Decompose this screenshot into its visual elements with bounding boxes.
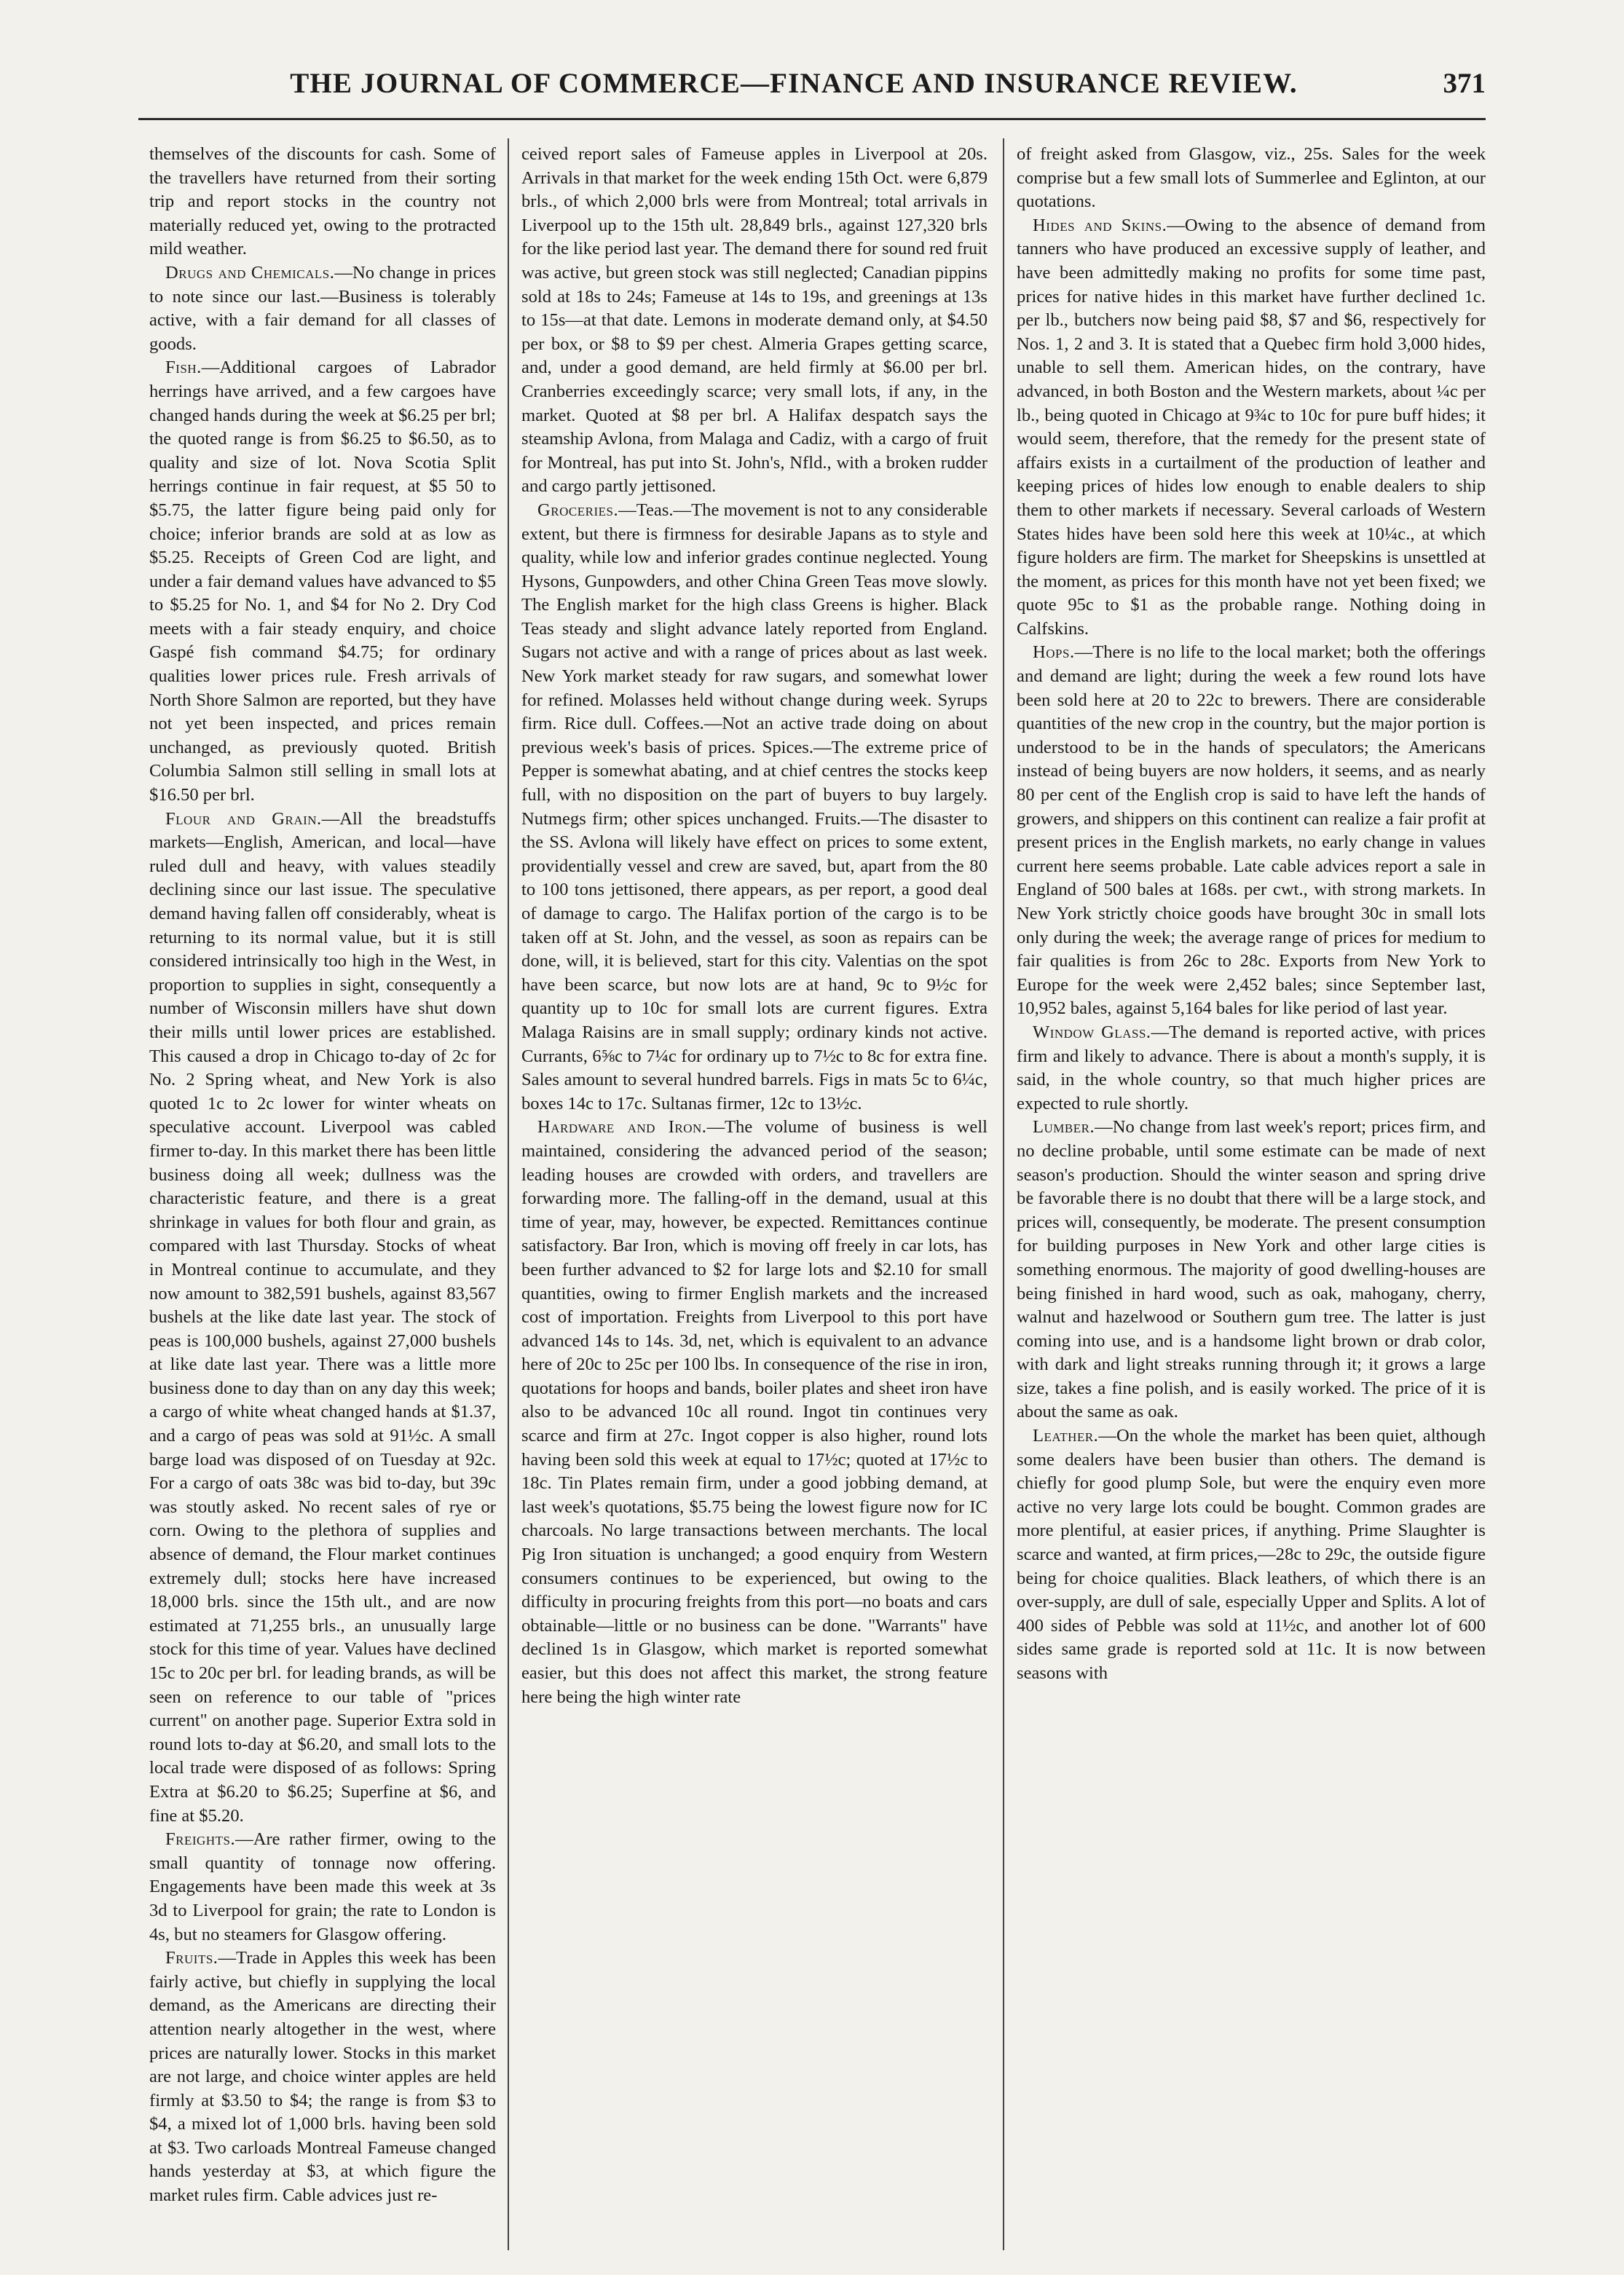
paragraph-text: —Are rather firmer, owing to the small quantity of tonnage now offering. Engagements have been made this week at 3s 3d to Liverpool for grain; the rate to London is 4s, but no steamers for Glasgow offering. (149, 1829, 496, 1944)
article-paragraph (1017, 143, 1486, 214)
column-rule (508, 138, 509, 2250)
article-paragraph (1017, 214, 1486, 642)
paragraph-text: —Owing to the absence of demand from tanners who have produced an excessive supply of leather, and have been admittedly making no profits for some time past, prices for native hides in this market have further declined 1c. per lb., butchers now being paid $8, $7 and $6, respectively for Nos. 1, 2 and 3. It is stated that a Quebec firm hold 3,000 hides, unable to sell them. American hides, on the contrary, have advanced, in both Boston and the Western markets, about ¼c per lb., being quoted in Chicago at 9¾c to 10c for pure buff hides; it would seem, therefore, that the remedy for the present state of affairs exists in a curtailment of the production of leather and keeping prices of hides low enough to enable dealers to ship them to other markets if necessary. Several carloads of Western States hides have been sold here this week at 10¼c., at which figure holders are firm. The market for Sheepskins is unsettled at the moment, as prices for this month have not yet been fixed; we quote 95c to $1 as the probable range. Nothing doing in Calfskins. (1017, 215, 1486, 639)
section-heading: Freights. (165, 1829, 236, 1850)
article-paragraph (1017, 1424, 1486, 1686)
article-paragraph (149, 143, 496, 261)
paragraph-text: themselves of the discounts for cash. Some of the travellers have returned from their sorting trip and report stocks in the country not materially reduced yet, owing to the protracted mild weather. (149, 144, 496, 259)
paragraph-text: —The demand is reported active, with prices firm and likely to advance. There is about a month's supply, it is said, in the whole country, so that much higher prices are expected to rule shortly. (1017, 1022, 1486, 1113)
paragraph-text: —Teas.—The movement is not to any considerable extent, but there is firmness for desirable Japans as to style and quality, while low and inferior grades continue neglected. Young Hysons, Gunpowders, and other China Green Teas move slowly. The English market for the high class Greens is higher. Black Teas steady and slight advance lately reported from England. Sugars not active and with a range of prices about as last week. New York market steady for raw sugars, and somewhat lower for refined. Molasses held without change during week. Syrups firm. Rice dull. Coffees.—Not an active trade doing on about previous week's basis of prices. Spices.—The extreme price of Pepper is somewhat abating, and at chief centres the stocks keep full, with no disposition on the part of buyers to buy largely. Nutmegs firm; other spices unchanged. Fruits.—The disaster to the SS. Avlona will likely have effect on prices to some extent, providentially vessel and crew are saved, but, apart from the 80 to 100 tons jettisoned, there appears, as per report, a good deal of damage to cargo. The Halifax portion of the cargo is to be taken off at St. John, and the vessel, as soon as repairs can be done, will, it is believed, start for this city. Valentias on the spot have been scarce, but now lots are at hand, 9c to 9½c for quantity up to 10c for small lots are current figures. Extra Malaga Raisins are in small supply; ordinary kinds not active. Currants, 6⅝c to 7¼c for ordinary up to 7½c to 8c for extra fine. Sales amount to several hundred barrels. Figs in mats 5c to 6¼c, boxes 14c to 17c. Sultanas firmer, 12c to 13½c. (521, 500, 988, 1113)
section-heading: Lumber. (1033, 1117, 1095, 1138)
section-heading: Fruits. (165, 1948, 218, 1968)
paragraph-text: —All the breadstuffs markets—English, American, and local—have ruled dull and heavy, with values steadily declining since our last issue. The speculative demand having fallen off considerably, wheat is returning to its normal value, but it is still considered intrinsically too high in the West, in proportion to supplies in sight, consequently a number of Wisconsin millers have shut down their mills until lower prices are established. This caused a drop in Chicago to-day of 2c for No. 2 Spring wheat, and New York is also quoted 1c to 2c lower for winter wheats on speculative account. Liverpool was cabled firmer to-day. In this market there has been little business doing all week; dullness was the characteristic feature, and there is a great shrinkage in values for both flour and grain, as compared with last Thursday. Stocks of wheat in Montreal continue to accumulate, and they now amount to 382,591 bushels, against 83,567 bushels at the like date last year. The stock of peas is 100,000 bushels, against 27,000 bushels at like date last year. There was a little more business done to day than on any day this week; a cargo of white wheat changed hands at $1.37, and a cargo of peas was sold at 91½c. A small barge load was disposed of on Tuesday at 92c. For a cargo of oats 38c was bid to-day, but 39c was stoutly asked. No recent sales of rye or corn. Owing to the plethora of supplies and absence of demand, the Flour market continues extremely dull; stocks here have increased 18,000 brls. since the 15th ult., and are now estimated at 71,255 brls., an unusually large stock for this time of year. Values have declined 15c to 20c per brl. for leading brands, as will be seen on reference to our table of "prices current" on another page. Superior Extra sold in round lots to-day at $6.20, and small lots to the local trade were disposed of as follows: Spring Extra at $6.20 to $6.25; Superfine at $6, and fine at $5.20. (149, 808, 496, 1826)
section-heading: Hardware and Iron. (537, 1117, 707, 1138)
section-heading: Window Glass. (1033, 1022, 1151, 1042)
article-paragraph (149, 808, 496, 1829)
paragraph-text: —No change in prices to note since our last.—Business is tolerably active, with a fair demand for all classes of goods. (149, 262, 496, 354)
section-heading: Leather. (1033, 1426, 1099, 1446)
paragraph-text: —There is no life to the local market; both the offerings and demand are light; during the week a few round lots have been sold here at 20 to 22c to brewers. There are considerable quantities of the new crop in the country, but the major portion is understood to be in the hands of speculators; the Americans instead of being buyers are now holders, it seems, and as nearly 80 per cent of the English crop is said to have left the hands of growers, and shippers on this continent can realize a fair profit at present prices in the English markets, no early change in values current here seems probable. Late cable advices report a sale in England of 500 bales at 168s. per cwt., with strong markets. In New York strictly choice goods have brought 30c in small lots only during the week; the average range of prices for medium to fair qualities is from 26c to 28c. Exports from New York to Europe for the week were 2,452 bales; since September last, 10,952 bales, against 5,164 bales for like period of last year. (1017, 642, 1486, 1019)
paragraph-text: —No change from last week's report; prices firm, and no decline probable, until some estimate can be made of next season's production. Should the winter season and spring drive be favorable there is no doubt that there will be a large stock, and prices will, consequently, be moderate. The present consumption for building purposes in New York and other large cities is something enormous. The majority of good dwelling-houses are being finished in hard wood, such as oak, mahogany, cherry, walnut and hazelwood or Southern gum tree. The latter is just coming into use, and is a handsome light brown or drab color, with dark and light streaks running through it; it grows a large size, takes a fine polish, and is easily worked. The price of it is about the same as oak. (1017, 1117, 1486, 1422)
paragraph-text: —On the whole the market has been quiet, although some dealers have been busier than others. The demand is chiefly for good plump Sole, but were the enquiry even more active no very large lots could be bought. Common grades are more plentiful, at easier prices, if anything. Prime Slaughter is scarce and wanted, at firm prices,—28c to 29c, the outside figure being for choice qualities. Black leathers, of which there is an over-supply, are dull of sale, especially Upper and Splits. A lot of 400 sides of Pebble was sold at 11½c, and another lot of 600 sides same grade is reported sold at 11c. It is now between seasons with (1017, 1426, 1486, 1683)
article-paragraph (1017, 1116, 1486, 1424)
article-paragraph (1017, 1021, 1486, 1116)
column-1 (149, 143, 496, 2247)
header-rule (138, 118, 1486, 120)
section-heading: Flour and Grain. (165, 808, 322, 829)
article-paragraph (149, 1947, 496, 2208)
section-heading: Drugs and Chemicals. (165, 262, 335, 283)
paragraph-text: —Additional cargoes of Labrador herrings have arrived, and a few cargoes have changed hands during the week at $6.25 per brl; the quoted range is from $6.25 to $6.50, as to quality and size of lot. Nova Scotia Split herrings continue in fair request, at $5 50 to $5.75, the latter figure being paid only for choice; inferior brands are sold at as low as $5.25. Receipts of Green Cod are light, and under a fair demand values have advanced to $5 to $5.25 for No. 1, and $4 for No 2. Dry Cod meets with a fair steady enquiry, and choice Gaspé fish command $4.75; for ordinary qualities lower prices rule. Fresh arrivals of North Shore Salmon are reported, but they have not yet been inspected, and prices remain unchanged, as previously quoted. British Columbia Salmon still selling in small lots at $16.50 per brl. (149, 358, 496, 805)
paragraph-text: ceived report sales of Fameuse apples in Liverpool at 20s. Arrivals in that market for the week ending 15th Oct. were 6,879 brls., of which 2,000 brls were from Montreal; total arrivals in Liverpool up to the 15th ult. 28,849 brls., against 127,320 brls for the like period last year. The demand there for sound red fruit was active, but green stock was still neglected; Canadian pippins sold at 18s to 24s; Fameuse at 14s to 19s, and greenings at 13s to 15s—at that date. Lemons in moderate demand only, at $4.50 per box, or $8 to $9 per chest. Almeria Grapes getting scarce, and, under a good demand, are held firmly at $6.00 per brl. Cranberries exceedingly scarce; very small lots, if any, in the market. Quoted at $8 per brl. A Halifax despatch says the steamship Avlona, from Malaga and Cadiz, with a cargo of fruit for Montreal, has put into St. John's, Nfld., with a broken rudder and cargo partly jettisoned. (521, 144, 988, 497)
paragraph-text: —The volume of business is well maintained, considering the advanced period of the season; leading houses are crowded with orders, and travellers are forwarding more. The falling-off in the demand, usual at this time of year, may, however, be expected. Remittances continue satisfactory. Bar Iron, which is moving off freely in car lots, has been further advanced to $2 for large lots and $2.10 for small quantities, owing to firmer English markets and the increased cost of importation. Freights from Liverpool to this port have advanced 14s to 14s. 3d, net, which is equivalent to an advance here of 20c to 25c per 100 lbs. In consequence of the rise in iron, quotations for hoops and bands, boiler plates and sheet iron have also to be advanced 10c all round. Ingot tin continues very scarce and firm at 27c. Ingot copper is also higher, round lots having been sold this week at equal to 17½c; quoted at 17½c to 18c. Tin Plates remain firm, under a good jobbing demand, at last week's quotations, $5.75 being the lowest figure now for IC charcoals. No large transactions between merchants. The local Pig Iron situation is unchanged; a good enquiry from Western consumers continues to be experienced, but owing to the difficulty in procuring freights from this port—no boats and cars obtainable—little or no business can be done. "Warrants" have declined 1s in Glasgow, which market is reported somewhat easier, but this does not affect this market, the strong feature here being the high winter rate (521, 1117, 988, 1707)
paragraph-text: —Trade in Apples this week has been fairly active, but chiefly in supplying the local demand, as the Americans are directing their attention nearly altogether in the west, where prices are naturally lower. Stocks in this market are not large, and choice winter apples are held firmly at $3.50 to $4; the range is from $3 to $4, a mixed lot of 1,000 brls. having been sold at $3. Two carloads Montreal Fameuse changed hands yesterday at $3, at which figure the market rules firm. Cable advices just re- (149, 1948, 496, 2206)
paragraph-text: of freight asked from Glasgow, viz., 25s. Sales for the week comprise but a few small lots of Summerlee and Eglinton, at our quotations. (1017, 144, 1486, 212)
article-paragraph (149, 356, 496, 807)
column-rule (1003, 138, 1004, 2250)
section-heading: Groceries. (537, 500, 619, 520)
page-number: 371 (1443, 68, 1486, 99)
running-title: THE JOURNAL OF COMMERCE—FINANCE AND INSURANCE REVIEW. (290, 68, 1298, 99)
article-paragraph (521, 1116, 988, 1709)
article-paragraph (149, 1828, 496, 1947)
article-paragraph (521, 143, 988, 499)
page-header (138, 67, 1486, 111)
article-paragraph (149, 261, 496, 356)
article-paragraph (1017, 641, 1486, 1021)
article-paragraph (521, 499, 988, 1116)
section-heading: Hops. (1033, 642, 1075, 663)
section-heading: Fish. (165, 358, 202, 378)
column-2 (521, 143, 988, 2247)
column-3 (1017, 143, 1486, 2247)
section-heading: Hides and Skins. (1033, 215, 1167, 235)
